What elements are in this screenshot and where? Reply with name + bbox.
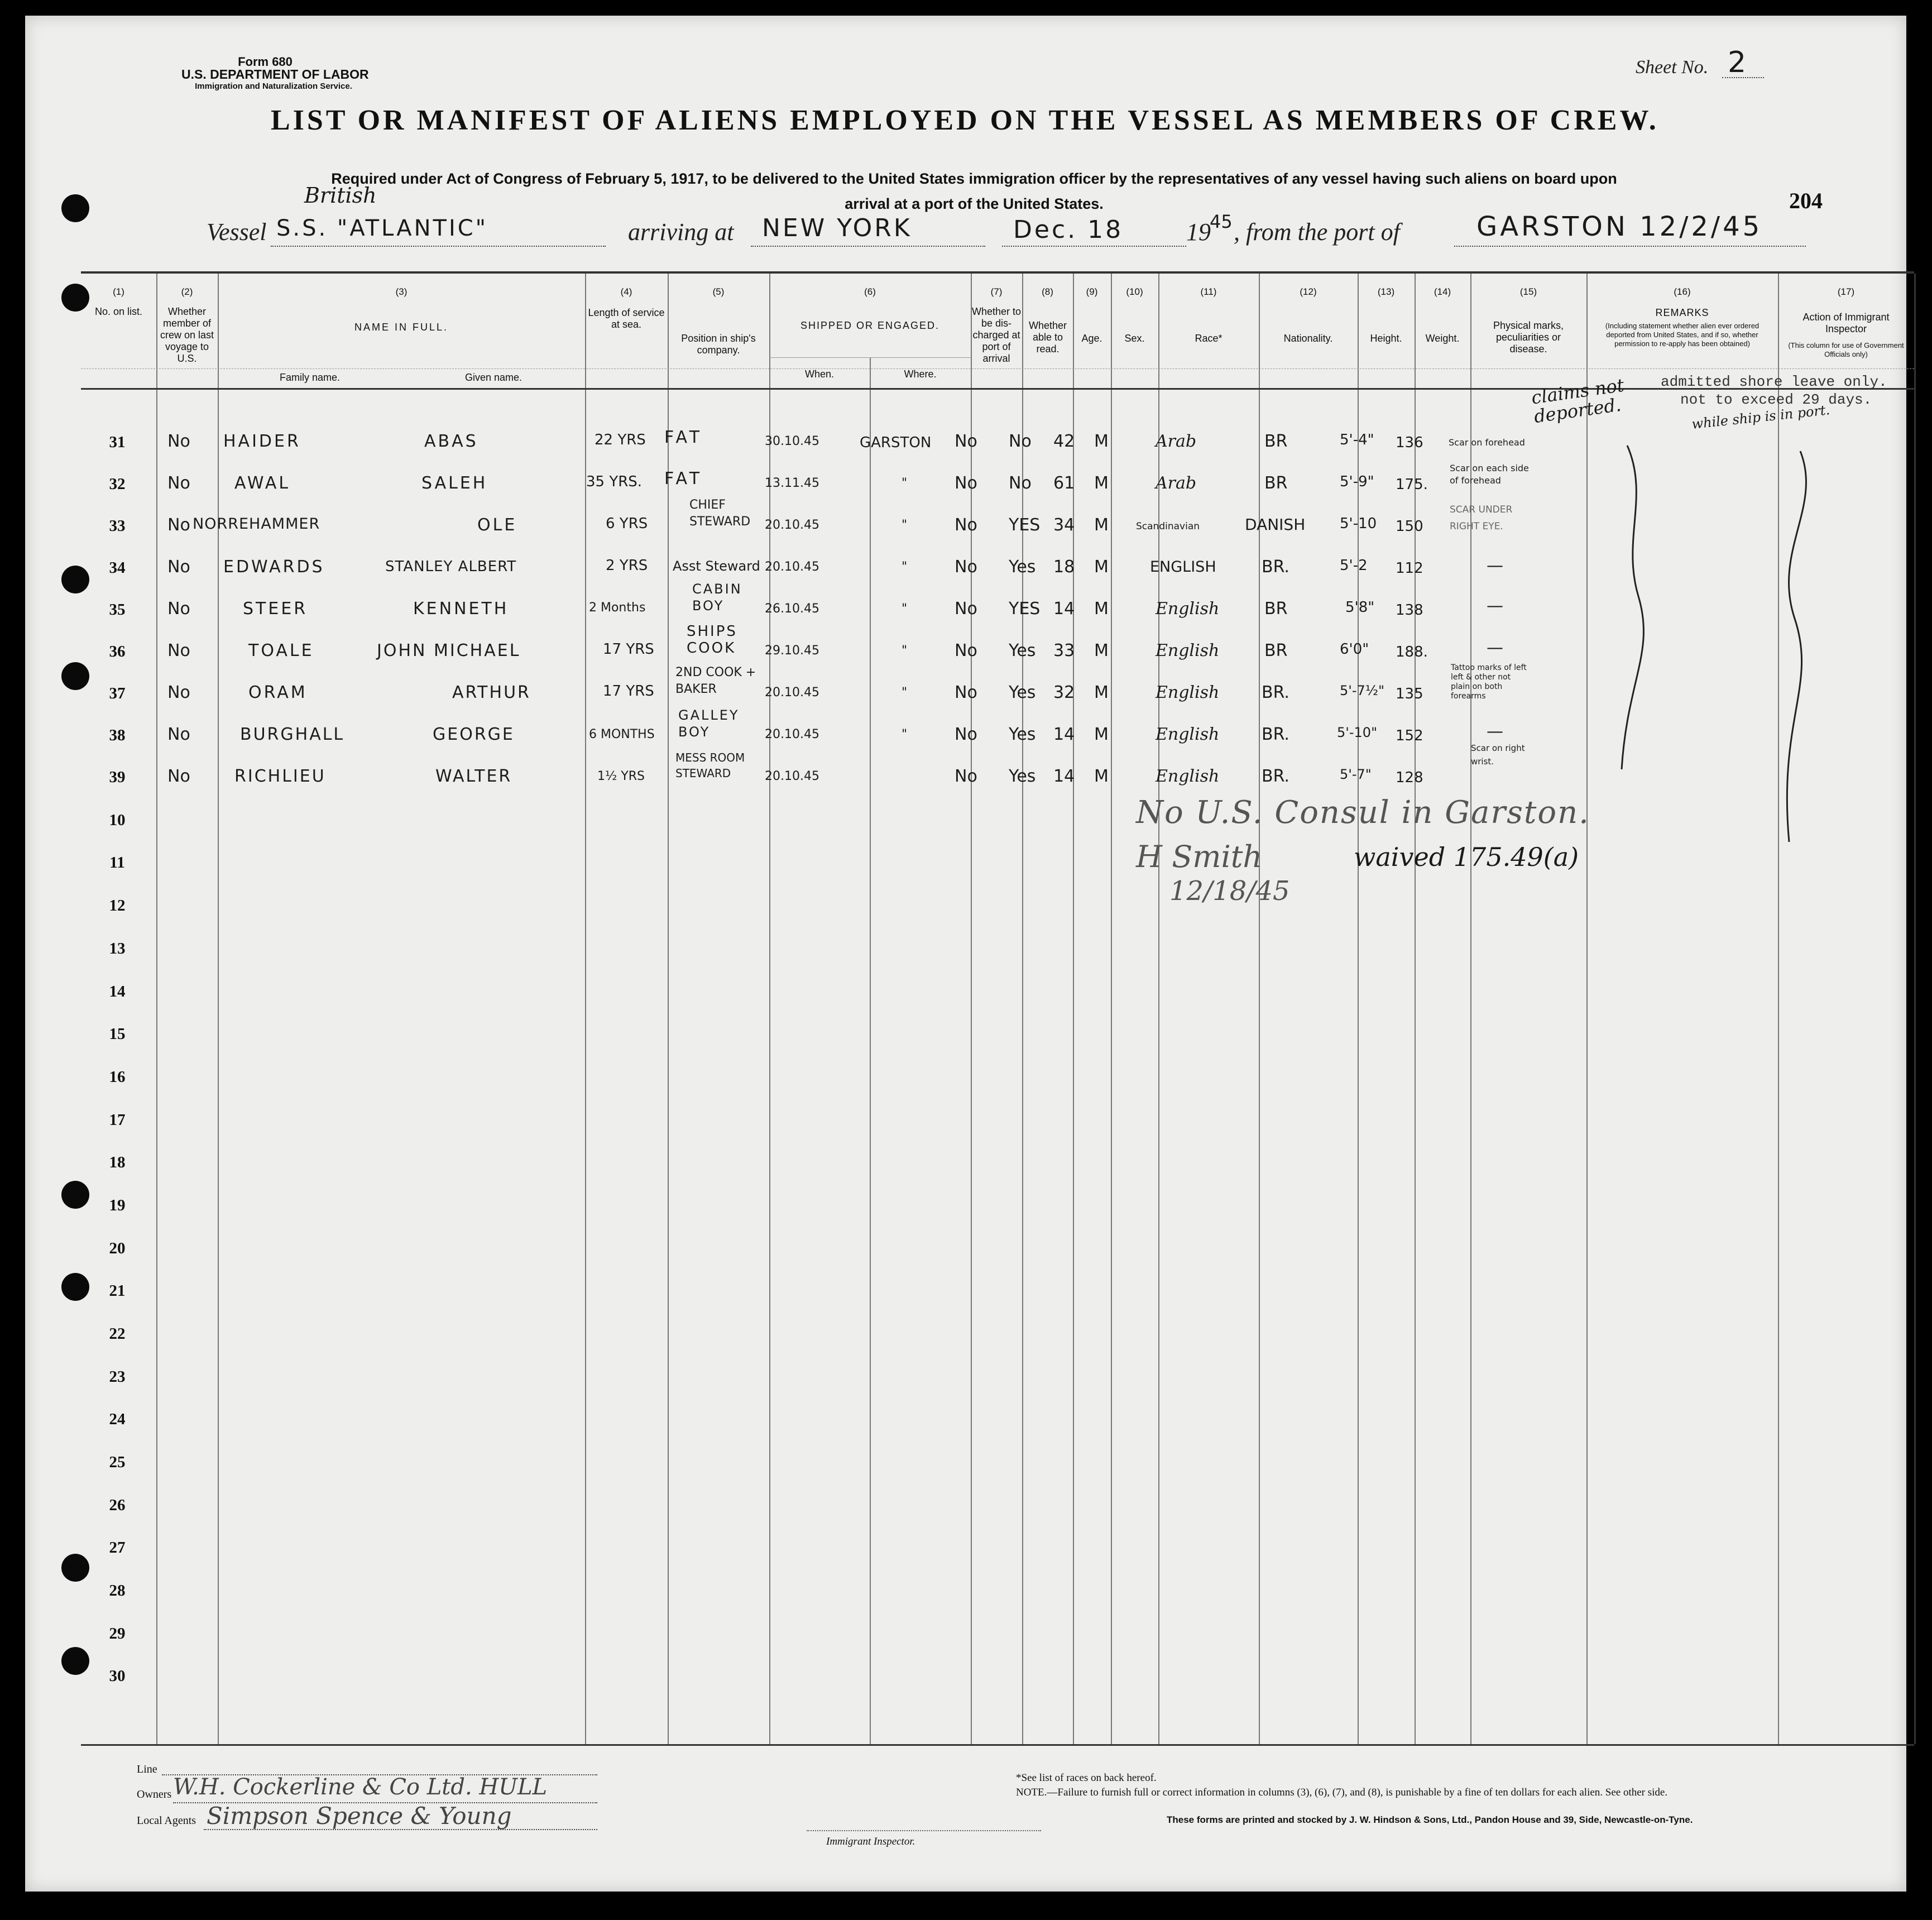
col-num-13: (13) (1377, 286, 1395, 297)
cell-service: 2 YRS (606, 557, 648, 574)
cell-service: 22 YRS (595, 432, 646, 448)
cell-when: 20.10.45 (765, 727, 819, 741)
cell-marks: Scar on right wrist. (1471, 743, 1525, 767)
cell-position: Asst Steward (673, 558, 760, 574)
cell-position: FAT (664, 469, 703, 489)
cell-marks: Scar on each side of forehead (1450, 463, 1529, 486)
requirement-line1: Required under Act of Congress of February 5, 1917, to be delivered to the United States immigration officer by the representatives of any vessel having such aliens on board upon (331, 170, 1617, 187)
cell-sex: M (1094, 767, 1109, 786)
cell-read: YES (1009, 599, 1041, 619)
sheet-number: 2 (1728, 46, 1747, 79)
cell-read: Yes (1009, 641, 1036, 660)
cell-marks: — (1487, 722, 1503, 741)
cell-marks: — (1487, 556, 1503, 576)
remarks-note: (Including statement whether alien ever ordered deported from United States, and if so, whether permission to re-apply has been obtained) (1605, 322, 1760, 348)
cell-sex: M (1094, 515, 1109, 535)
cell-age: 61 (1053, 473, 1075, 493)
row-number: 31 (109, 433, 126, 451)
cell-service: 1½ YRS (597, 769, 645, 783)
cell-given-name: SALEH (421, 473, 488, 493)
cell-race: English (1156, 725, 1220, 744)
cell-height: 5'-9" (1340, 473, 1374, 490)
nationality-note: British (304, 183, 377, 208)
cell-discharged: No (955, 432, 977, 451)
row-number: 27 (109, 1539, 126, 1557)
cell-position: 2ND COOK + BAKER (675, 665, 756, 696)
row-number: 28 (109, 1582, 126, 1600)
cell-marks: — (1487, 638, 1503, 658)
cell-age: 18 (1053, 557, 1075, 577)
cell-marks: Scar on forehead (1449, 437, 1525, 448)
cell-height: 5'-10" (1337, 725, 1378, 740)
departure-port: GARSTON 12/2/45 (1476, 211, 1763, 242)
cell-height: 5'-7" (1340, 767, 1372, 782)
cell-weight: 138 (1396, 602, 1423, 619)
cell-family-name: RICHLIEU (234, 767, 326, 786)
inspector-signature: H Smith (1136, 839, 1263, 874)
cell-last-voyage: No (167, 599, 190, 619)
cell-marks: SCAR UNDER RIGHT EYE. (1450, 504, 1513, 532)
cell-discharged: No (955, 473, 977, 493)
col-header-nationality: Nationality. (1283, 333, 1333, 344)
cell-family-name: ORAM (248, 683, 308, 702)
cell-age: 14 (1053, 599, 1075, 619)
row-number: 10 (109, 811, 126, 829)
col-header-name: NAME IN FULL. (354, 322, 449, 333)
cell-last-voyage: No (167, 473, 190, 493)
col-header-no: No. on list. (94, 306, 143, 317)
subheader-family: Family name. (279, 372, 341, 383)
vessel-name: S.S. "ATLANTIC" (276, 216, 488, 241)
cell-service: 35 YRS. (586, 473, 643, 490)
col-num-9: (9) (1086, 286, 1098, 297)
cell-read: Yes (1009, 767, 1036, 786)
service-name: Immigration and Naturalization Service. (195, 82, 352, 91)
col-header-height: Height. (1370, 333, 1402, 344)
printer-note: These forms are printed and stocked by J. W. Hindson & Sons, Ltd., Pandon House and 39, Side, Newcastle-on-Tyne. (1167, 1814, 1693, 1825)
cell-nationality: BR. (1262, 683, 1289, 702)
cell-race: ENGLISH (1150, 558, 1216, 576)
claims-note: claims not deported. (1530, 374, 1626, 428)
inspector-label: Immigrant Inspector. (826, 1836, 915, 1847)
row-number: 30 (109, 1667, 126, 1685)
cell-last-voyage: No (167, 641, 190, 660)
row-number: 20 (109, 1239, 126, 1257)
row-number: 18 (109, 1153, 126, 1171)
col-header-sex: Sex. (1124, 333, 1145, 344)
cell-given-name: ARTHUR (452, 683, 531, 702)
signature-date: 12/18/45 (1169, 875, 1290, 907)
race-note: *See list of races on back hereof. (1016, 1772, 1157, 1784)
cell-age: 32 (1053, 683, 1075, 702)
cell-weight: 152 (1396, 727, 1423, 744)
agents-value: Simpson Spence & Young (207, 1802, 512, 1830)
row-number: 25 (109, 1453, 126, 1471)
cell-discharged: No (955, 725, 977, 744)
stamp-number: 204 (1789, 188, 1823, 213)
cell-position: FAT (664, 428, 703, 447)
cell-where: GARSTON (860, 434, 932, 451)
row-number: 39 (109, 768, 126, 786)
col-num-8: (8) (1042, 286, 1053, 297)
cell-race: Scandinavian (1136, 521, 1200, 532)
row-number: 24 (109, 1410, 126, 1428)
cell-nationality: BR (1264, 473, 1288, 493)
cell-sex: M (1094, 641, 1109, 660)
punch-hole (61, 194, 89, 222)
row-number: 37 (109, 684, 126, 702)
subheader-given: Given name. (464, 372, 522, 383)
arriving-label: arriving at (628, 218, 734, 246)
cell-nationality: BR. (1262, 725, 1289, 744)
cell-given-name: KENNETH (413, 599, 509, 619)
col-header-remarks: REMARKS (1655, 307, 1709, 318)
col-num-2: (2) (181, 286, 193, 297)
form-number: Form 680 (238, 55, 293, 69)
owners-value: W.H. Cockerline & Co Ltd. HULL (173, 1774, 548, 1800)
cell-last-voyage: No (167, 432, 190, 451)
cell-position: SHIPS COOK (687, 623, 737, 657)
col-num-7: (7) (990, 286, 1003, 297)
col-num-16: (16) (1674, 286, 1691, 297)
col-num-14: (14) (1434, 286, 1451, 297)
col-num-4: (4) (620, 286, 632, 297)
cell-race: English (1156, 767, 1220, 786)
cell-nationality: BR. (1262, 557, 1289, 577)
cell-nationality: BR. (1262, 767, 1289, 786)
cell-age: 34 (1053, 515, 1075, 535)
cell-position: GALLEY BOY (678, 707, 740, 740)
cell-when: 20.10.45 (765, 560, 819, 574)
cell-last-voyage: No (167, 683, 190, 702)
cell-when: 26.10.45 (765, 602, 819, 616)
cell-last-voyage: No (167, 515, 190, 535)
row-number: 38 (109, 726, 126, 744)
cell-weight: 135 (1396, 686, 1423, 702)
cell-where: " (902, 560, 908, 574)
cell-marks: — (1487, 596, 1503, 616)
col-header-shipped: SHIPPED OR ENGAGED. (800, 320, 940, 331)
row-number: 13 (109, 940, 126, 957)
cell-race: Arab (1156, 473, 1197, 493)
ditto-brackets (1588, 429, 1823, 853)
col-header-service: Length of service at sea. (588, 307, 665, 330)
row-number: 17 (109, 1111, 126, 1129)
col-header-discharged: Whether to be dis-charged at port of arrival (971, 306, 1022, 364)
cell-given-name: ABAS (424, 432, 478, 451)
line-label: Line (137, 1763, 157, 1775)
cell-age: 42 (1053, 432, 1075, 451)
cell-sex: M (1094, 725, 1109, 744)
cell-weight: 136 (1396, 434, 1423, 451)
cell-sex: M (1094, 473, 1109, 493)
owners-label: Owners (137, 1788, 172, 1801)
cell-weight: 188. (1396, 644, 1428, 660)
cell-nationality: BR (1264, 599, 1288, 619)
cell-discharged: No (955, 683, 977, 702)
cell-family-name: AWAL (234, 473, 291, 493)
cell-race: English (1156, 599, 1220, 619)
cell-when: 13.11.45 (765, 476, 819, 490)
cell-where: " (902, 602, 908, 616)
cell-when: 29.10.45 (765, 644, 819, 658)
cell-service: 2 Months (589, 601, 646, 615)
arrival-date: Dec. 18 (1013, 216, 1124, 244)
cell-when: 20.10.45 (765, 769, 819, 783)
waiver-note: waived 175.49(a) (1354, 842, 1579, 872)
row-number: 29 (109, 1625, 126, 1643)
cell-family-name: NORREHAMMER (193, 515, 320, 533)
cell-weight: 150 (1396, 518, 1423, 535)
consul-note: No U.S. Consul in Garston. (1136, 794, 1590, 831)
col-header-marks: Physical marks, peculiarities or disease. (1493, 320, 1564, 355)
cell-height: 6'0" (1340, 641, 1369, 658)
row-number: 19 (109, 1196, 126, 1214)
col-num-12: (12) (1300, 286, 1317, 297)
inspector-note: (This column for use of Government Officials only) (1788, 341, 1904, 358)
cell-position: CHIEF STEWARD (689, 498, 751, 529)
col-header-age: Age. (1081, 333, 1102, 344)
row-number: 11 (109, 854, 125, 872)
cell-discharged: No (955, 641, 977, 660)
year-prefix: 19 (1186, 218, 1211, 246)
cell-where: " (902, 476, 908, 490)
cell-read: Yes (1009, 725, 1036, 744)
sheet-label: Sheet No. (1636, 57, 1709, 78)
row-number: 12 (109, 897, 126, 914)
cell-nationality: DANISH (1245, 515, 1306, 534)
cell-weight: 128 (1396, 769, 1423, 786)
cell-given-name: STANLEY ALBERT (385, 558, 517, 575)
cell-position: MESS ROOM STEWARD (675, 751, 745, 780)
cell-race: Arab (1156, 432, 1197, 451)
cell-age: 14 (1053, 767, 1075, 786)
cell-read: YES (1009, 515, 1041, 535)
year-suffix: 45 (1210, 211, 1233, 232)
subheader-when: When. (804, 368, 835, 380)
arrival-port: NEW YORK (762, 214, 912, 242)
cell-service: 6 YRS (606, 515, 648, 532)
row-number: 16 (109, 1068, 126, 1086)
col-header-read: Whether able to read. (1028, 320, 1067, 355)
row-number: 35 (109, 601, 126, 619)
cell-discharged: No (955, 767, 977, 786)
cell-race: English (1156, 683, 1220, 702)
subheader-where: Where. (904, 368, 937, 380)
cell-family-name: TOALE (248, 641, 314, 660)
row-number: 34 (109, 559, 126, 577)
col-num-15: (15) (1519, 286, 1537, 297)
col-header-last-voyage: Whether member of crew on last voyage to U.S. (160, 306, 214, 364)
col-num-3: (3) (395, 286, 408, 297)
col-num-6: (6) (864, 286, 876, 297)
row-number: 22 (109, 1325, 126, 1343)
cell-sex: M (1094, 683, 1109, 702)
cell-service: 6 MONTHS (589, 727, 655, 741)
cell-where: " (902, 518, 908, 532)
cell-family-name: EDWARDS (223, 557, 325, 577)
cell-age: 14 (1053, 725, 1075, 744)
penalty-note: NOTE.—Failure to furnish full or correct information in columns (3), (6), (7), and (8), is punishable by a fine of ten dollars for each alien. See other side. (1016, 1787, 1668, 1798)
row-number: 21 (109, 1282, 126, 1300)
cell-nationality: BR (1264, 641, 1288, 660)
while-in-port-note: while ship is in port. (1691, 402, 1831, 432)
cell-weight: 175. (1396, 476, 1428, 493)
cell-read: Yes (1009, 683, 1036, 702)
cell-height: 5'8" (1345, 599, 1375, 616)
cell-last-voyage: No (167, 725, 190, 744)
cell-height: 5'-7½" (1340, 683, 1385, 698)
col-num-11: (11) (1200, 286, 1217, 297)
cell-height: 5'-10 (1340, 515, 1377, 532)
cell-family-name: STEER (243, 599, 308, 619)
cell-discharged: No (955, 599, 977, 619)
row-number: 15 (109, 1025, 126, 1043)
form-title: LIST OR MANIFEST OF ALIENS EMPLOYED ON THE VESSEL AS MEMBERS OF CREW. (271, 104, 1659, 136)
col-header-race: Race* (1195, 333, 1223, 344)
cell-position: CABIN BOY (692, 581, 742, 614)
cell-where: " (902, 727, 908, 741)
agents-label: Local Agents (137, 1814, 196, 1827)
cell-when: 30.10.45 (765, 434, 819, 448)
row-number: 36 (109, 643, 126, 660)
cell-when: 20.10.45 (765, 686, 819, 700)
row-number: 32 (109, 475, 126, 493)
col-header-position: Position in ship's company. (681, 333, 756, 356)
cell-family-name: HAIDER (223, 432, 301, 451)
vessel-label: Vessel (207, 218, 267, 246)
shore-leave-stamp (1661, 373, 1887, 409)
cell-sex: M (1094, 599, 1109, 619)
cell-discharged: No (955, 515, 977, 535)
col-header-inspector: Action of Immigrant Inspector (1802, 312, 1890, 334)
cell-read: Yes (1009, 557, 1036, 577)
cell-race: English (1156, 641, 1220, 660)
row-number: 33 (109, 517, 126, 535)
cell-last-voyage: No (167, 557, 190, 577)
col-num-17: (17) (1837, 286, 1855, 297)
cell-given-name: OLE (477, 515, 517, 535)
row-number: 23 (109, 1368, 126, 1386)
col-num-10: (10) (1126, 286, 1143, 297)
cell-nationality: BR (1264, 432, 1288, 451)
cell-service: 17 YRS (603, 641, 654, 658)
col-num-5: (5) (712, 286, 725, 297)
cell-sex: M (1094, 432, 1109, 451)
department: U.S. DEPARTMENT OF LABOR (181, 67, 369, 82)
cell-given-name: JOHN MICHAEL (377, 641, 521, 660)
from-port-label: , from the port of (1234, 218, 1400, 246)
cell-given-name: WALTER (435, 767, 512, 786)
row-number: 26 (109, 1496, 126, 1514)
cell-service: 17 YRS (603, 683, 654, 700)
stamp-line-1: admitted shore leave only. (1661, 374, 1887, 390)
requirement-line2: arrival at a port of the United States. (845, 195, 1104, 212)
cell-discharged: No (955, 557, 977, 577)
stamp-line-2: not to exceed 29 days. (1680, 391, 1872, 408)
cell-read: No (1009, 473, 1032, 493)
cell-height: 5'-4" (1340, 432, 1374, 448)
cell-when: 20.10.45 (765, 518, 819, 532)
col-num-1: (1) (113, 286, 124, 297)
cell-height: 5'-2 (1340, 557, 1368, 574)
row-number: 14 (109, 983, 126, 1000)
cell-age: 33 (1053, 641, 1075, 660)
manifest-sheet (25, 16, 1906, 1892)
cell-weight: 112 (1396, 560, 1423, 577)
col-header-weight: Weight. (1425, 333, 1460, 344)
cell-where: " (902, 686, 908, 700)
cell-marks: Tattoo marks of left left & other not plain on both forearms (1451, 663, 1527, 701)
cell-given-name: GEORGE (433, 725, 515, 744)
cell-sex: M (1094, 557, 1109, 577)
cell-where: " (902, 644, 908, 658)
cell-last-voyage: No (167, 767, 190, 786)
cell-family-name: BURGHALL (240, 725, 345, 744)
cell-read: No (1009, 432, 1032, 451)
